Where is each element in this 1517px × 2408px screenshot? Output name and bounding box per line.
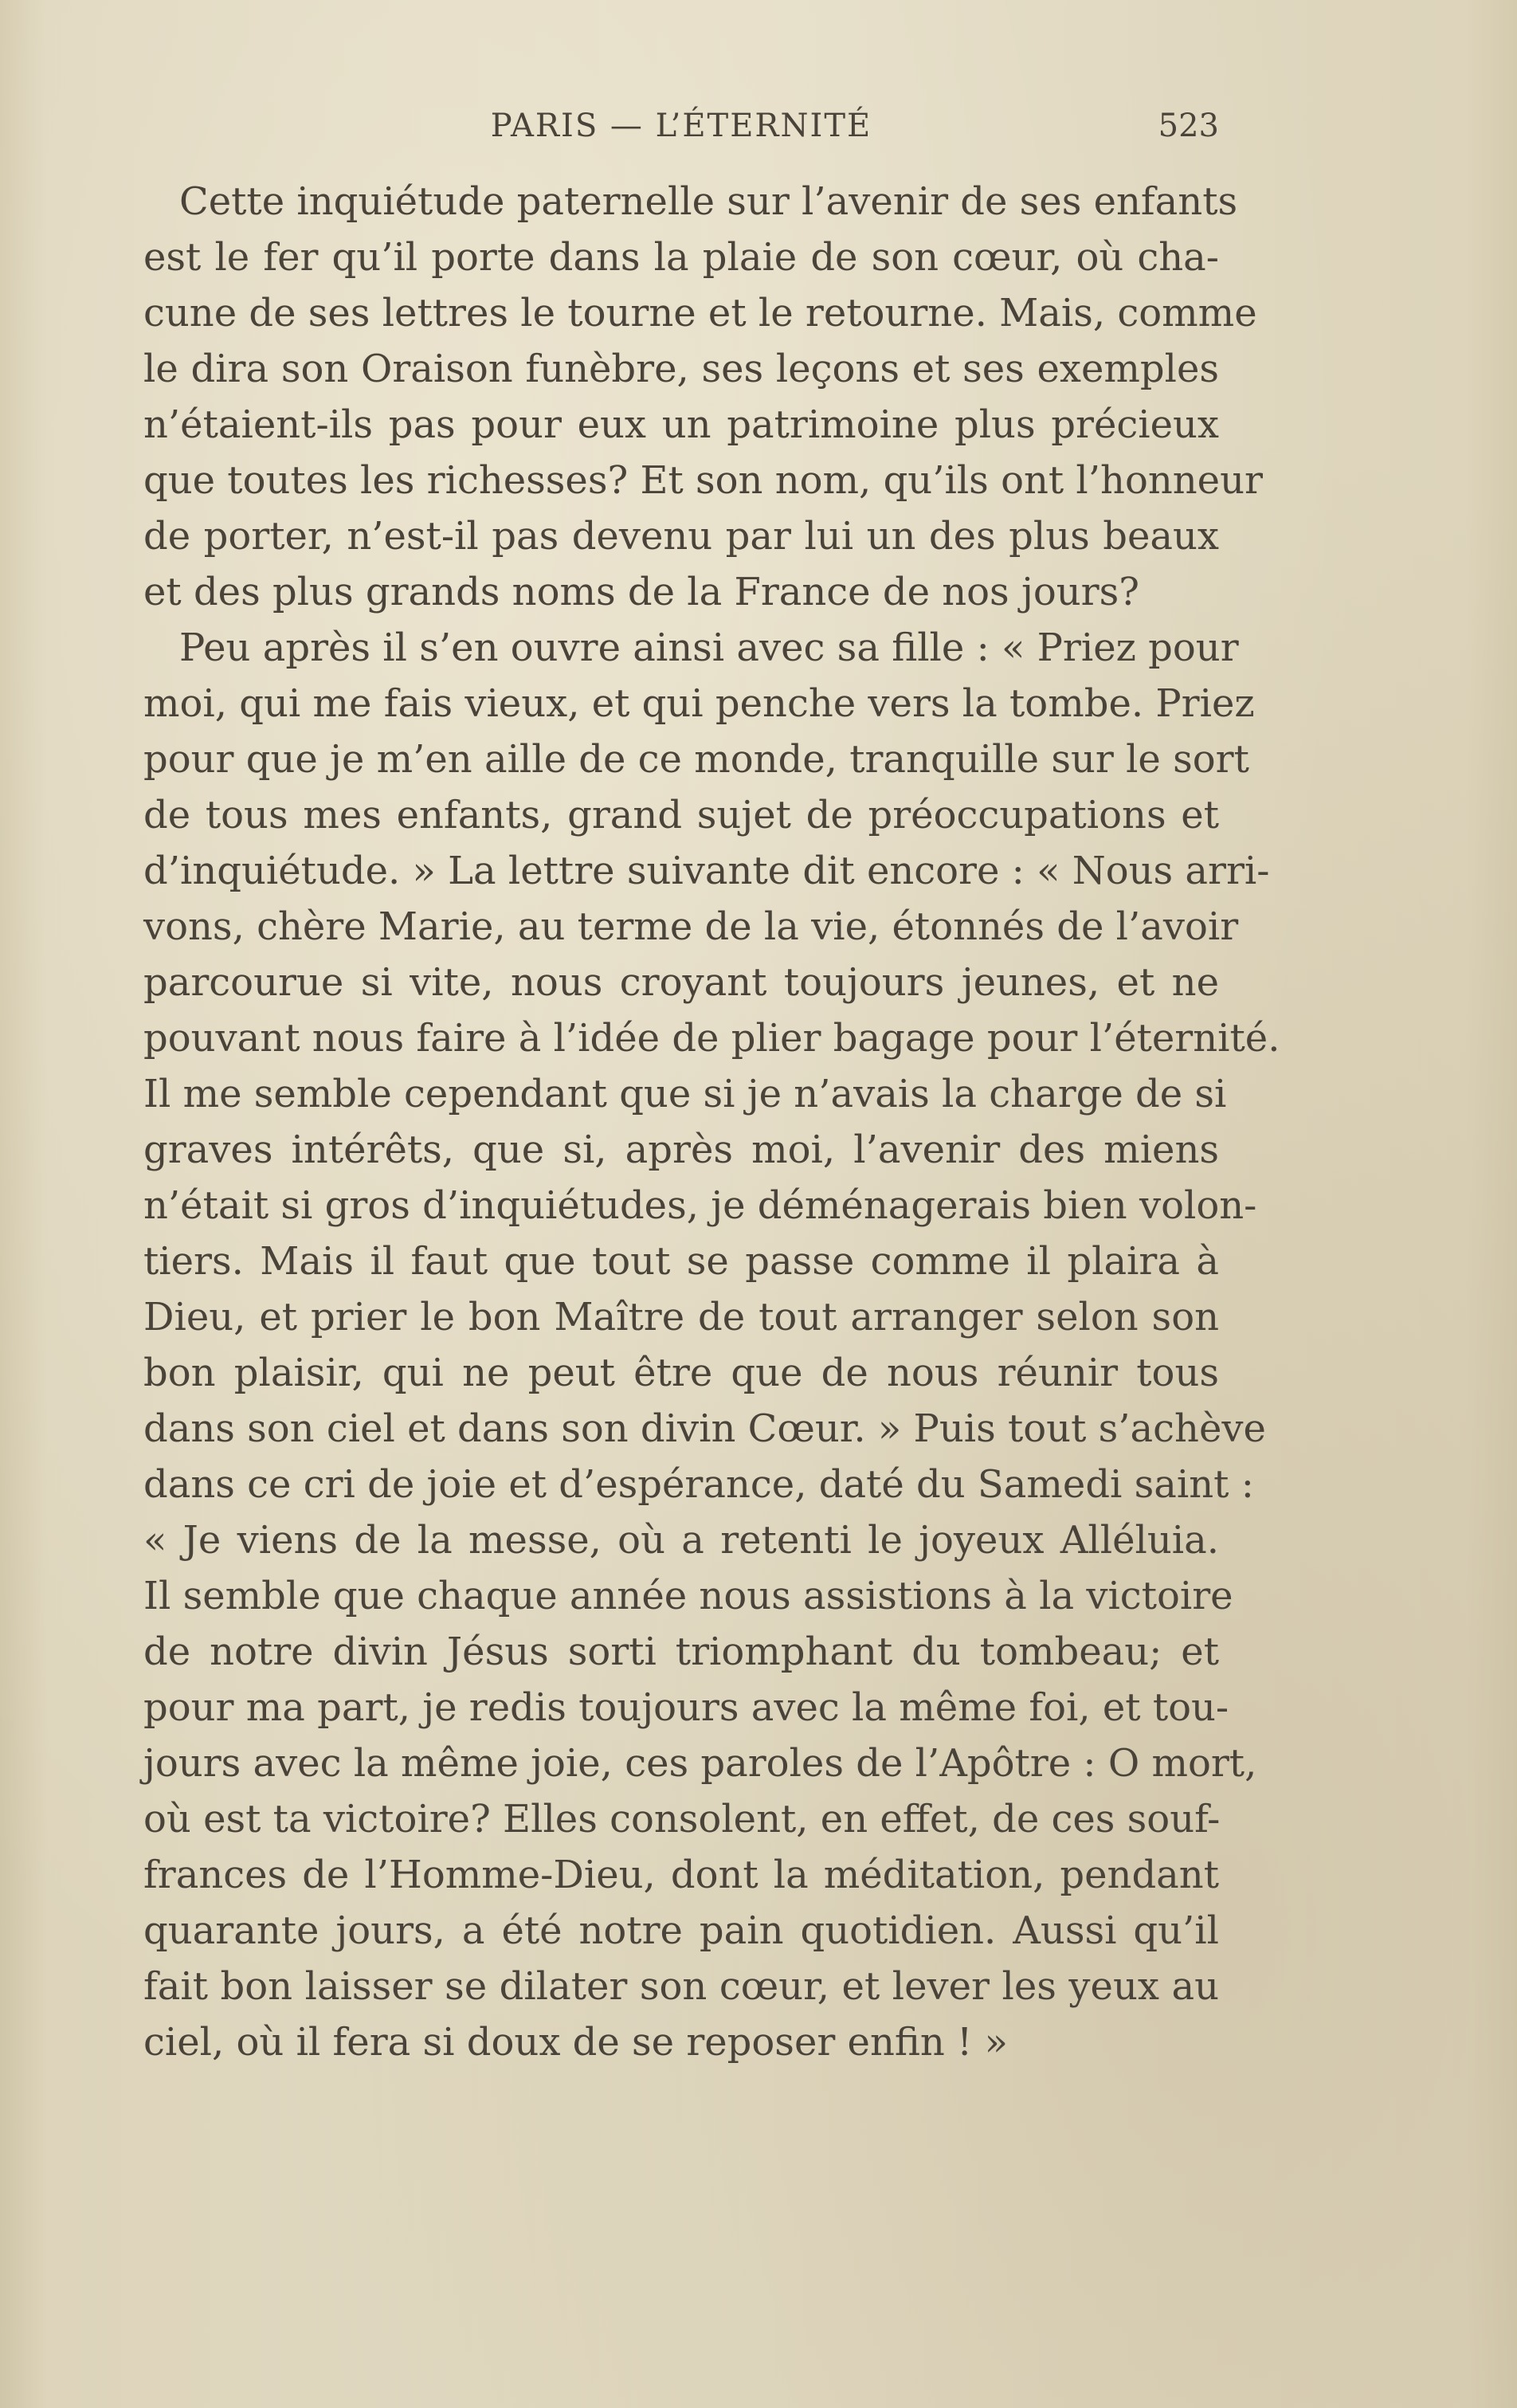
text-line: parcourue si vite, nous croyant toujours jeunes, et ne [143,960,1219,1005]
text-line: cune de ses lettres le tourne et le retourne. Mais, comme [143,291,1257,335]
text-line: dans son ciel et dans son divin Cœur. » Puis tout s’achève [143,1406,1266,1451]
text-line: tiers. Mais il faut que tout se passe comme il plaira à [143,1239,1219,1284]
text-line: le dira son Oraison funèbre, ses leçons et ses exemples [143,347,1219,391]
text-line: Il me semble cependant que si je n’avais la charge de si [143,1072,1227,1116]
text-line: n’étaient-ils pas pour eux un patrimoine plus précieux [143,402,1219,447]
text-line: d’inquiétude. » La lettre suivante dit encore : « Nous arri- [143,849,1270,893]
paragraph [143,174,1263,620]
text-line: n’était si gros d’inquiétudes, je déménagerais bien volon- [143,1183,1257,1228]
text-line: de notre divin Jésus sorti triomphant du tombeau; et [143,1630,1219,1674]
text-line: de tous mes enfants, grand sujet de préoccupations et [143,793,1219,837]
text-line: pouvant nous faire à l’idée de plier bagage pour l’éternité. [143,1016,1280,1061]
page-number: 523 [1158,108,1219,144]
text-line: Il semble que chaque année nous assistions à la victoire [143,1574,1233,1618]
text-line: graves intérêts, que si, après moi, l’avenir des miens [143,1128,1219,1172]
text-line: « Je viens de la messe, où a retenti le joyeux Alléluia. [143,1518,1219,1563]
running-title: PARIS — L’ÉTERNITÉ [490,108,872,144]
text-line: dans ce cri de joie et d’espérance, daté du Samedi saint : [143,1462,1254,1507]
text-line: pour ma part, je redis toujours avec la même foi, et tou- [143,1685,1229,1730]
text-line: vons, chère Marie, au terme de la vie, étonnés de l’avoir [143,904,1239,949]
paragraph [143,620,1280,2070]
text-line: et des plus grands noms de la France de nos jours? [143,570,1139,614]
running-head [143,102,1219,150]
text-line: fait bon laisser se dilater son cœur, et lever les yeux au [143,1964,1219,2009]
text-line: moi, qui me fais vieux, et qui penche vers la tombe. Priez [143,681,1255,726]
text-line: Cette inquiétude paternelle sur l’avenir de ses enfants [179,179,1238,224]
text-line: où est ta victoire? Elles consolent, en effet, de ces souf- [143,1797,1221,1841]
body-text [143,174,1280,2070]
text-line: ciel, où il fera si doux de se reposer enfin ! » [143,2020,1008,2065]
text-line: frances de l’Homme-Dieu, dont la méditation, pendant [143,1853,1219,1897]
text-line: de porter, n’est-il pas devenu par lui un des plus beaux [143,514,1219,559]
text-line: Dieu, et prier le bon Maître de tout arranger selon son [143,1295,1219,1339]
text-line: bon plaisir, qui ne peut être que de nous réunir tous [143,1351,1219,1395]
text-line: Peu après il s’en ouvre ainsi avec sa fille : « Priez pour [179,626,1239,670]
text-line: que toutes les richesses? Et son nom, qu’ils ont l’honneur [143,458,1263,503]
text-line: est le fer qu’il porte dans la plaie de son cœur, où cha- [143,235,1219,280]
text-line: quarante jours, a été notre pain quotidien. Aussi qu’il [143,1908,1219,1953]
text-line: jours avec la même joie, ces paroles de l’Apôtre : O mort, [143,1741,1257,1786]
text-line: pour que je m’en aille de ce monde, tranquille sur le sort [143,737,1249,782]
